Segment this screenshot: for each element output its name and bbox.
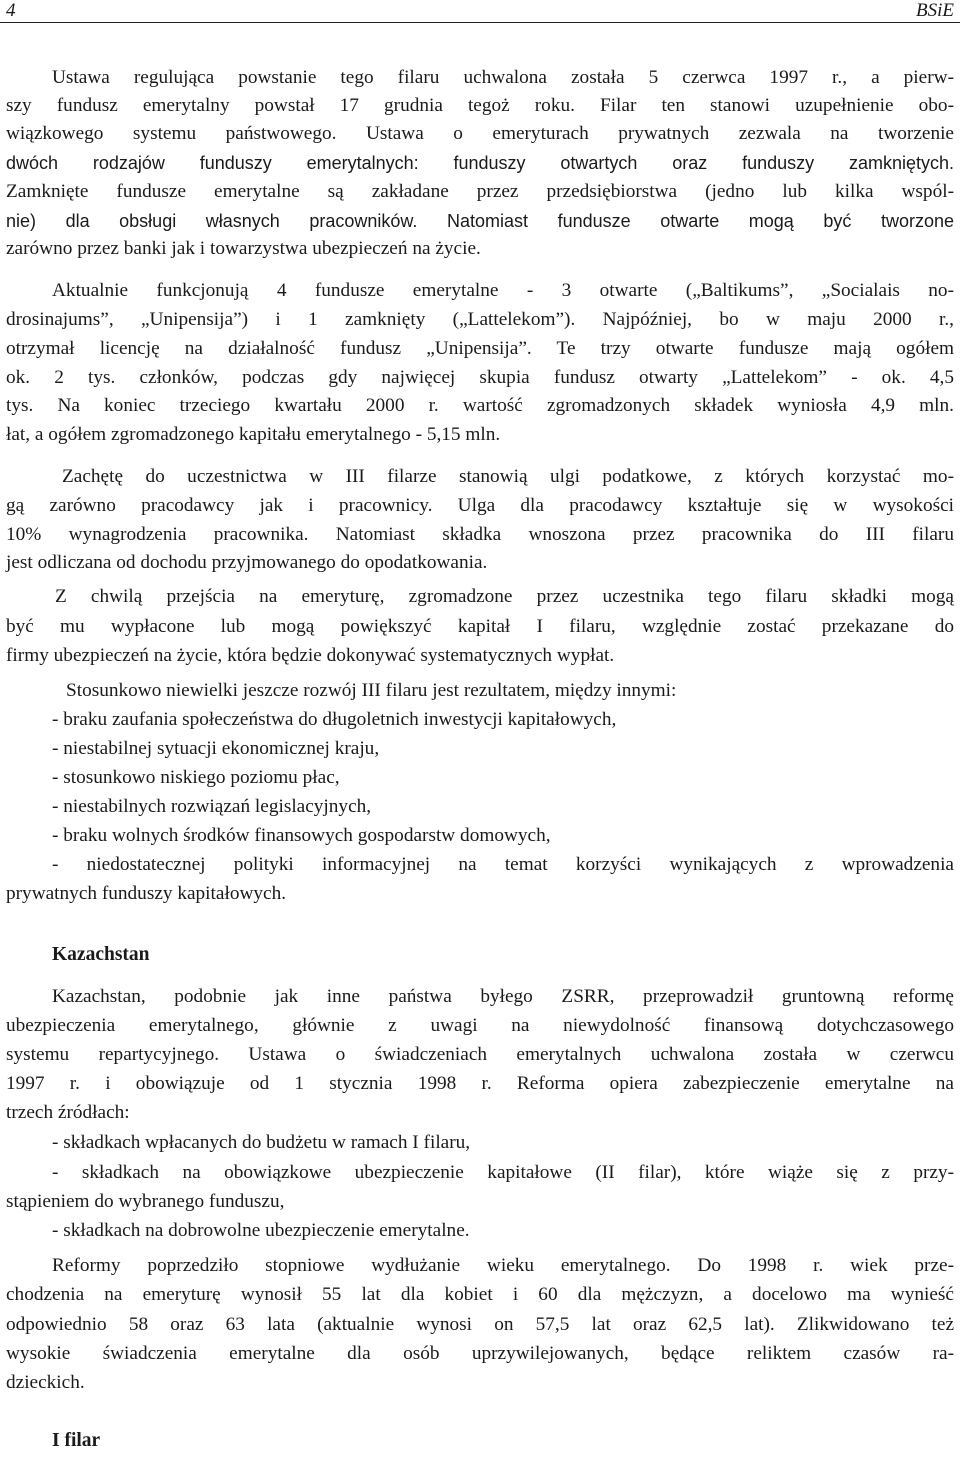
text-line: 1997 r. i obowiązuje od 1 stycznia 1998 r. Reforma opiera zabezpieczenie emerytalne na	[6, 1073, 954, 1094]
text-line: ok. 2 tys. członków, podczas gdy najwięcej skupia fundusz otwarty „Lattelekom” - ok. 4,5	[6, 367, 954, 388]
text-line: otrzymał licencję na działalność fundusz „Unipensija”. Te trzy otwarte fundusze mają ogółem	[6, 338, 954, 359]
text-line: trzech źródłach:	[6, 1102, 130, 1123]
text-line: ubezpieczenia emerytalnego, głównie z uwagi na niewydolność finansową dotychczasowego	[6, 1015, 954, 1036]
text-line: tys. Na koniec trzeciego kwartału 2000 r. wartość zgromadzonych składek wyniosła 4,9 mln.	[6, 395, 954, 416]
section-heading-i-filar: I filar	[52, 1430, 101, 1451]
text-line: dwóch rodzajów funduszy emerytalnych: funduszy otwartych oraz funduszy zamkniętych.	[6, 153, 954, 173]
list-item: - braku zaufania społeczeństwa do długoletnich inwestycji kapitałowych,	[52, 709, 617, 730]
list-item: - składkach na obowiązkowe ubezpieczenie kapitałowe (II filar), które wiąże się z przy-	[52, 1162, 954, 1183]
text-line: wiązkowego systemu państwowego. Ustawa o emeryturach prywatnych zezwala na tworzenie	[6, 123, 954, 144]
text-line: Z chwilą przejścia na emeryturę, zgromadzone przez uczestnika tego filaru składki mogą	[55, 586, 954, 607]
text-line: Zamknięte fundusze emerytalne są zakładane przez przedsiębiorstwa (jedno lub kilka wspól-	[6, 181, 954, 202]
journal-name: BSiE	[916, 0, 954, 21]
text-line: szy fundusz emerytalny powstał 17 grudnia tegoż roku. Filar ten stanowi uzupełnienie obo-	[6, 95, 954, 116]
text-line: odpowiednio 58 oraz 63 lata (aktualnie wynosi on 57,5 lat oraz 62,5 lat). Zlikwidowano też	[6, 1314, 954, 1335]
text-line: Stosunkowo niewielki jeszcze rozwój III filaru jest rezultatem, między innymi:	[66, 680, 677, 701]
list-item: - składkach na dobrowolne ubezpieczenie emerytalne.	[52, 1220, 470, 1241]
text-line: prywatnych funduszy kapitałowych.	[6, 883, 287, 904]
text-line: zarówno przez banki jak i towarzystwa ubezpieczeń na życie.	[6, 238, 481, 259]
text-line: 10% wynagrodzenia pracownika. Natomiast składka wnoszona przez pracownika do III filaru	[6, 524, 954, 545]
section-heading-kazachstan: Kazachstan	[52, 944, 150, 965]
page-number: 4	[6, 0, 16, 21]
list-item: - braku wolnych środków finansowych gospodarstw domowych,	[52, 825, 551, 846]
text-line: firmy ubezpieczeń na życie, która będzie dokonywać systematycznych wypłat.	[6, 645, 615, 666]
text-line: drosinajums”, „Unipensija”) i 1 zamknięty („Lattelekom”). Najpóźniej, bo w maju 2000 r.,	[6, 309, 954, 330]
running-header	[0, 0, 960, 23]
text-line: Reformy poprzedziło stopniowe wydłużanie wieku emerytalnego. Do 1998 r. wiek prze-	[52, 1255, 954, 1276]
list-item: - niestabilnej sytuacji ekonomicznej kraju,	[52, 738, 380, 759]
text-line: łat, a ogółem zgromadzonego kapitału emerytalnego - 5,15 mln.	[6, 424, 501, 445]
text-line: być mu wypłacone lub mogą powiększyć kapitał I filaru, względnie zostać przekazane do	[6, 616, 954, 637]
text-line: wysokie świadczenia emerytalne dla osób uprzywilejowanych, będące reliktem czasów ra-	[6, 1343, 954, 1364]
list-item: - składkach wpłacanych do budżetu w ramach I filaru,	[52, 1132, 471, 1153]
text-line: Ustawa regulująca powstanie tego filaru uchwalona została 5 czerwca 1997 r., a pierw-	[52, 67, 954, 88]
text-line: nie) dla obsługi własnych pracowników. Natomiast fundusze otwarte mogą być tworzone	[6, 211, 954, 231]
text-line: Kazachstan, podobnie jak inne państwa byłego ZSRR, przeprowadził gruntowną reformę	[52, 986, 954, 1007]
list-item: - niedostatecznej polityki informacyjnej na temat korzyści wynikających z wprowadzenia	[52, 854, 954, 875]
list-item: - niestabilnych rozwiązań legislacyjnych,	[52, 796, 372, 817]
list-item: stąpieniem do wybranego funduszu,	[6, 1191, 285, 1212]
text-line: Aktualnie funkcjonują 4 fundusze emerytalne - 3 otwarte („Baltikums”, „Socialais no-	[52, 280, 954, 301]
text-line: jest odliczana od dochodu przyjmowanego do opodatkowania.	[6, 552, 488, 573]
text-line: dzieckich.	[6, 1372, 85, 1393]
text-line: Zachętę do uczestnictwa w III filarze stanowią ulgi podatkowe, z których korzystać mo-	[62, 466, 954, 487]
text-line: chodzenia na emeryturę wynosił 55 lat dla kobiet i 60 dla mężczyzn, a docelowo ma wynieść	[6, 1284, 954, 1305]
text-line: gą zarówno pracodawcy jak i pracownicy. Ulga dla pracodawcy kształtuje się w wysokości	[6, 495, 954, 516]
text-line: systemu repartycyjnego. Ustawa o świadczeniach emerytalnych uchwalona została w czerwcu	[6, 1044, 954, 1065]
list-item: - stosunkowo niskiego poziomu płac,	[52, 767, 340, 788]
